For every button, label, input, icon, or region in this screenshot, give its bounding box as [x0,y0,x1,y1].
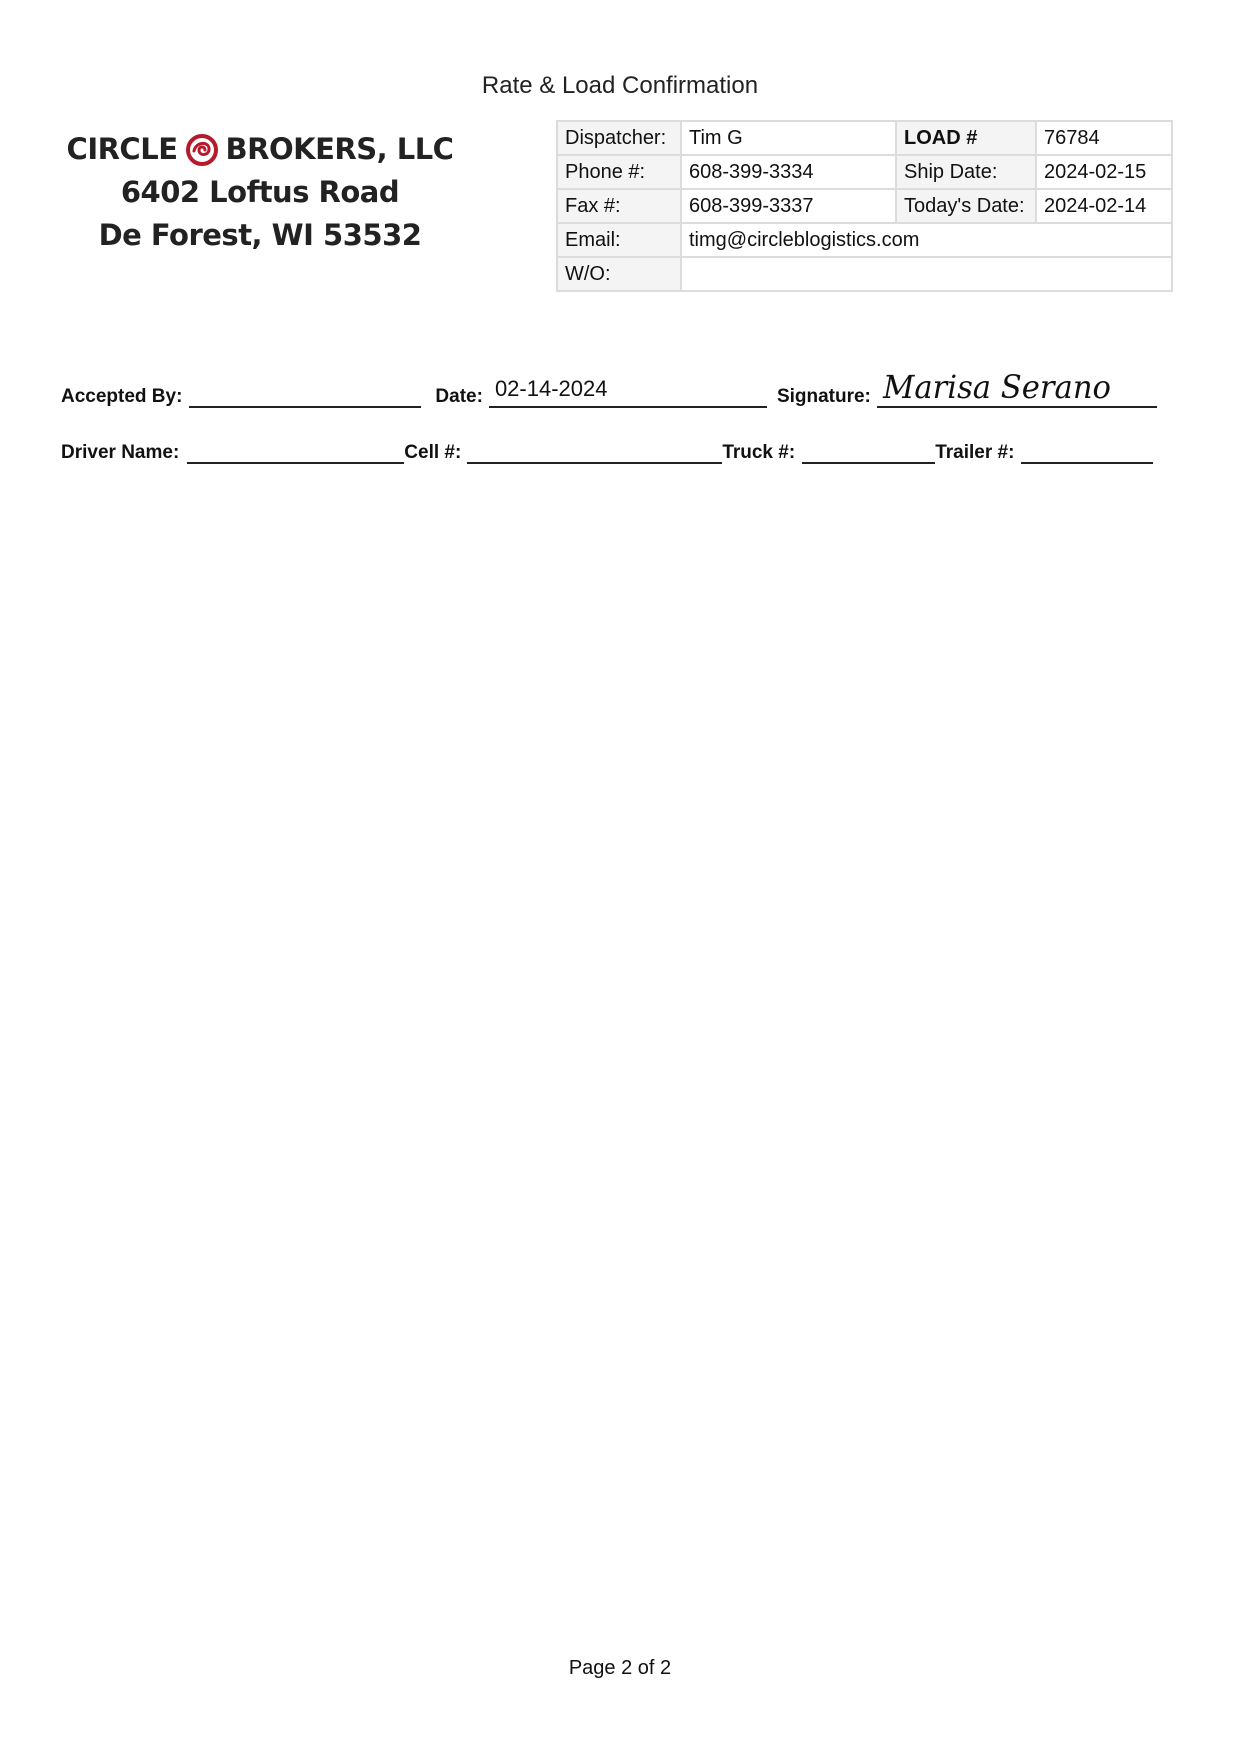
table-row [557,155,1172,189]
driver-name-field[interactable] [187,432,404,464]
date-field[interactable] [489,376,767,408]
email-label: Email: [557,223,681,257]
dispatcher-value: Tim G [681,121,896,155]
ship-date-label: Ship Date: [896,155,1036,189]
company-address-line1: 6402 Loftus Road [120,175,400,209]
company-name-right: BROKERS, LLC [225,132,454,166]
trailer-field[interactable] [1021,432,1153,464]
dispatcher-label: Dispatcher: [557,121,681,155]
date-value: 02-14-2024 [494,376,608,401]
driver-row [61,432,1153,464]
truck-field[interactable] [802,432,935,464]
date-label: Date: [435,386,483,407]
truck-label: Truck #: [722,442,796,463]
todays-date-value: 2024-02-14 [1036,189,1172,223]
company-header [60,128,460,257]
driver-name-label: Driver Name: [61,442,180,463]
load-number-value: 76784 [1036,121,1172,155]
accepted-by-field[interactable] [189,376,421,408]
cell-label: Cell #: [404,442,462,463]
table-row [557,121,1172,155]
ship-date-value: 2024-02-15 [1036,155,1172,189]
table-row [557,189,1172,223]
load-info-table [556,120,1173,292]
email-value: timg@circleblogistics.com [681,223,1172,257]
signature-text: Marisa Serano [881,368,1111,406]
accepted-by-label: Accepted By: [61,386,183,407]
wo-value [681,257,1172,291]
circle-logo-icon [184,132,220,168]
load-number-label: LOAD # [896,121,1036,155]
trailer-label: Trailer #: [935,442,1015,463]
signature-field[interactable] [877,368,1157,408]
table-row [557,257,1172,291]
page-number: Page 2 of 2 [568,1657,672,1679]
phone-label: Phone #: [557,155,681,189]
signature-image [881,366,1117,410]
company-address-line2: De Forest, WI 53532 [98,218,422,252]
company-name-left: CIRCLE [66,132,178,166]
fax-value: 608-399-3337 [681,189,896,223]
acceptance-row [61,368,1157,408]
document-title: Rate & Load Confirmation [481,72,759,99]
table-row [557,223,1172,257]
signature-label: Signature: [776,386,871,407]
fax-label: Fax #: [557,189,681,223]
wo-label: W/O: [557,257,681,291]
phone-value: 608-399-3334 [681,155,896,189]
cell-field[interactable] [467,432,722,464]
company-name [60,128,460,171]
todays-date-label: Today's Date: [896,189,1036,223]
